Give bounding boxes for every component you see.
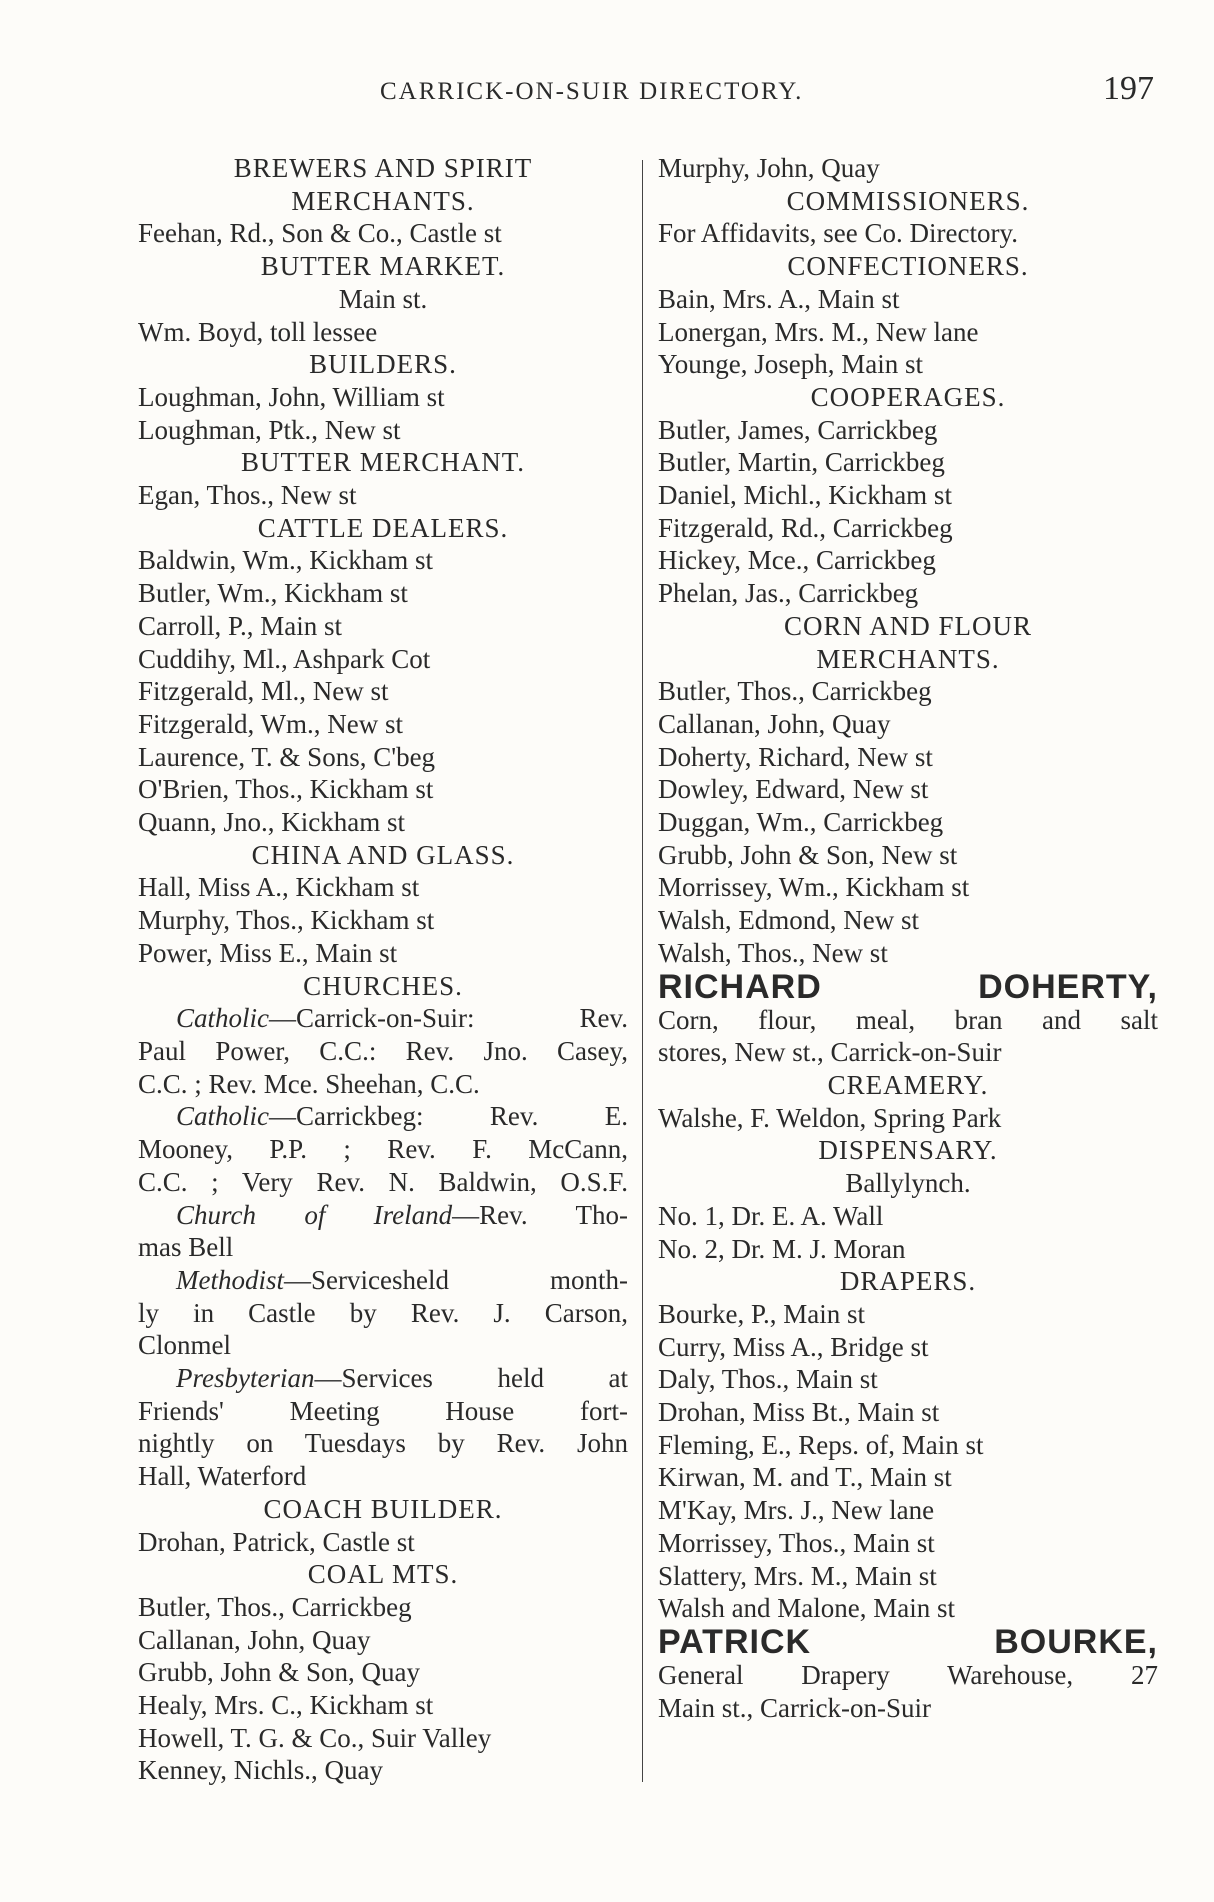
list-item: O'Brien, Thos., Kickham st (138, 774, 434, 805)
section-heading: CHINA AND GLASS. (251, 839, 515, 870)
church-entry: Church of Ireland—Rev. Tho- (176, 1199, 628, 1230)
list-item: No. 1, Dr. E. A. Wall (658, 1200, 884, 1231)
list-item: Grubb, John & Son, Quay (138, 1657, 420, 1688)
list-item: Younge, Joseph, Main st (658, 349, 924, 380)
section-heading: COACH BUILDER. (263, 1493, 503, 1524)
church-entry: Presbyterian—Services held at (176, 1363, 628, 1394)
list-item: Walsh, Thos., New st (658, 937, 888, 968)
list-item: Feehan, Rd., Son & Co., Castle st (138, 218, 502, 249)
section-subheading: Ballylynch. (845, 1168, 971, 1199)
list-item: Daly, Thos., Main st (658, 1364, 878, 1395)
list-item: Kirwan, M. and T., Main st (658, 1462, 952, 1493)
church-entry-line: Mooney, P.P. ; Rev. F. McCann, (138, 1134, 628, 1165)
section-heading: MERCHANTS. (291, 185, 475, 216)
section-heading: CONFECTIONERS. (787, 251, 1029, 282)
list-item: Callanan, John, Quay (138, 1624, 371, 1655)
page-header (380, 70, 1154, 110)
section-heading: BUILDERS. (309, 349, 457, 380)
list-item: Hall, Miss A., Kickham st (138, 872, 420, 903)
section-heading: DRAPERS. (839, 1266, 977, 1297)
right-column (658, 152, 1158, 1724)
list-item: Walsh and Malone, Main st (658, 1593, 956, 1624)
list-item: Baldwin, Wm., Kickham st (138, 545, 433, 576)
list-item: Grubb, John & Son, New st (658, 839, 958, 870)
list-item: Bain, Mrs. A., Main st (658, 283, 900, 314)
section-heading: CATTLE DEALERS. (257, 512, 509, 543)
list-item: Egan, Thos., New st (138, 480, 357, 511)
list-item: Walshe, F. Weldon, Spring Park (658, 1102, 1002, 1133)
section-subheading: Main st. (338, 283, 428, 314)
advertisement-line: stores, New st., Carrick-on-Suir (658, 1037, 1002, 1068)
section-heading: DISPENSARY. (818, 1135, 998, 1166)
list-item: Laurence, T. & Sons, C'beg (138, 741, 436, 772)
list-item: For Affidavits, see Co. Directory. (658, 218, 1018, 249)
church-entry-line: Paul Power, C.C.: Rev. Jno. Casey, (138, 1035, 628, 1066)
church-entry-line: Clonmel (138, 1330, 231, 1361)
section-heading: MERCHANTS. (816, 643, 1000, 674)
list-item: Power, Miss E., Main st (138, 937, 398, 968)
church-entry-line: nightly on Tuesdays by Rev. John (138, 1428, 628, 1459)
denomination-label: Presbyterian (176, 1363, 315, 1394)
advertisement-line: Main st., Carrick-on-Suir (658, 1692, 931, 1723)
church-entry-line: Friends' Meeting House fort- (138, 1395, 628, 1426)
denomination-label: Catholic (176, 1101, 269, 1132)
section-heading: COOPERAGES. (810, 381, 1006, 412)
church-entry-line: ly in Castle by Rev. J. Carson, (138, 1297, 628, 1328)
list-item: Drohan, Patrick, Castle st (138, 1526, 415, 1557)
list-item: Hickey, Mce., Carrickbeg (658, 545, 936, 576)
denomination-label: Methodist (176, 1264, 284, 1295)
list-item: Butler, Thos., Carrickbeg (658, 676, 932, 707)
church-entry-line: mas Bell (138, 1232, 234, 1263)
left-column (138, 152, 628, 1787)
section-heading: BUTTER MERCHANT. (241, 447, 525, 478)
list-item: Kenney, Nichls., Quay (138, 1755, 383, 1786)
section-heading: COMMISSIONERS. (786, 185, 1030, 216)
list-item: Butler, Thos., Carrickbeg (138, 1591, 412, 1622)
list-item: Lonergan, Mrs. M., New lane (658, 316, 979, 347)
advertisement-name: PATRICK BOURKE, (658, 1622, 1158, 1661)
list-item: Morrissey, Thos., Main st (658, 1527, 935, 1558)
section-heading: COAL MTS. (307, 1559, 459, 1590)
list-item: Butler, James, Carrickbeg (658, 414, 938, 445)
section-heading: CREAMERY. (827, 1069, 989, 1100)
advertisement-line: Corn, flour, meal, bran and salt (658, 1004, 1158, 1035)
list-item: Doherty, Richard, New st (658, 741, 933, 772)
list-item: Callanan, John, Quay (658, 708, 891, 739)
list-item: Duggan, Wm., Carrickbeg (658, 807, 944, 838)
list-item: Fleming, E., Reps. of, Main st (658, 1429, 984, 1460)
church-entry-line: C.C. ; Very Rev. N. Baldwin, O.S.F. (138, 1166, 628, 1197)
list-item: Howell, T. G. & Co., Suir Valley (138, 1722, 492, 1753)
list-item: No. 2, Dr. M. J. Moran (658, 1233, 906, 1264)
section-heading: CHURCHES. (303, 970, 463, 1001)
list-item: Morrissey, Wm., Kickham st (658, 872, 970, 903)
list-item: M'Kay, Mrs. J., New lane (658, 1495, 935, 1526)
list-item: Fitzgerald, Ml., New st (138, 676, 389, 707)
list-item: Loughman, John, William st (138, 381, 445, 412)
page-number: 197 (1103, 70, 1154, 107)
list-item: Dowley, Edward, New st (658, 774, 929, 805)
church-entry: Catholic—Carrick-on-Suir: Rev. (176, 1003, 628, 1034)
church-entry-line: Hall, Waterford (138, 1461, 307, 1492)
running-title: CARRICK-ON-SUIR DIRECTORY. (380, 78, 804, 105)
list-item: Walsh, Edmond, New st (658, 905, 920, 936)
section-heading: BUTTER MARKET. (260, 251, 506, 282)
list-item: Murphy, Thos., Kickham st (138, 905, 435, 936)
list-item: Slattery, Mrs. M., Main st (658, 1560, 937, 1591)
list-item: Fitzgerald, Wm., New st (138, 708, 403, 739)
list-item: Quann, Jno., Kickham st (138, 807, 405, 838)
list-item: Wm. Boyd, toll lessee (138, 316, 378, 347)
denomination-label: Church of Ireland (176, 1199, 453, 1230)
column-divider (642, 160, 643, 1782)
list-item: Daniel, Michl., Kickham st (658, 480, 952, 511)
section-heading: BREWERS AND SPIRIT (233, 153, 533, 183)
list-item: Healy, Mrs. C., Kickham st (138, 1690, 434, 1721)
church-entry: Methodist—Servicesheld month- (176, 1264, 628, 1295)
list-item: Carroll, P., Main st (138, 610, 343, 641)
advertisement-line: General Drapery Warehouse, 27 (658, 1659, 1158, 1690)
section-heading: CORN AND FLOUR (783, 610, 1033, 641)
church-entry: Catholic—Carrickbeg: Rev. E. (176, 1101, 628, 1132)
list-item: Phelan, Jas., Carrickbeg (658, 578, 919, 609)
list-item: Drohan, Miss Bt., Main st (658, 1397, 940, 1428)
list-item: Curry, Miss A., Bridge st (658, 1331, 929, 1362)
list-item: Murphy, John, Quay (658, 153, 880, 183)
list-item: Cuddihy, Ml., Ashpark Cot (138, 643, 431, 674)
denomination-label: Catholic (176, 1003, 269, 1034)
church-entry-line: C.C. ; Rev. Mce. Sheehan, C.C. (138, 1068, 480, 1099)
advertisement-name: RICHARD DOHERTY, (658, 967, 1158, 1006)
list-item: Fitzgerald, Rd., Carrickbeg (658, 512, 953, 543)
list-item: Bourke, P., Main st (658, 1298, 866, 1329)
list-item: Butler, Martin, Carrickbeg (658, 447, 945, 478)
list-item: Loughman, Ptk., New st (138, 414, 401, 445)
list-item: Butler, Wm., Kickham st (138, 578, 408, 609)
